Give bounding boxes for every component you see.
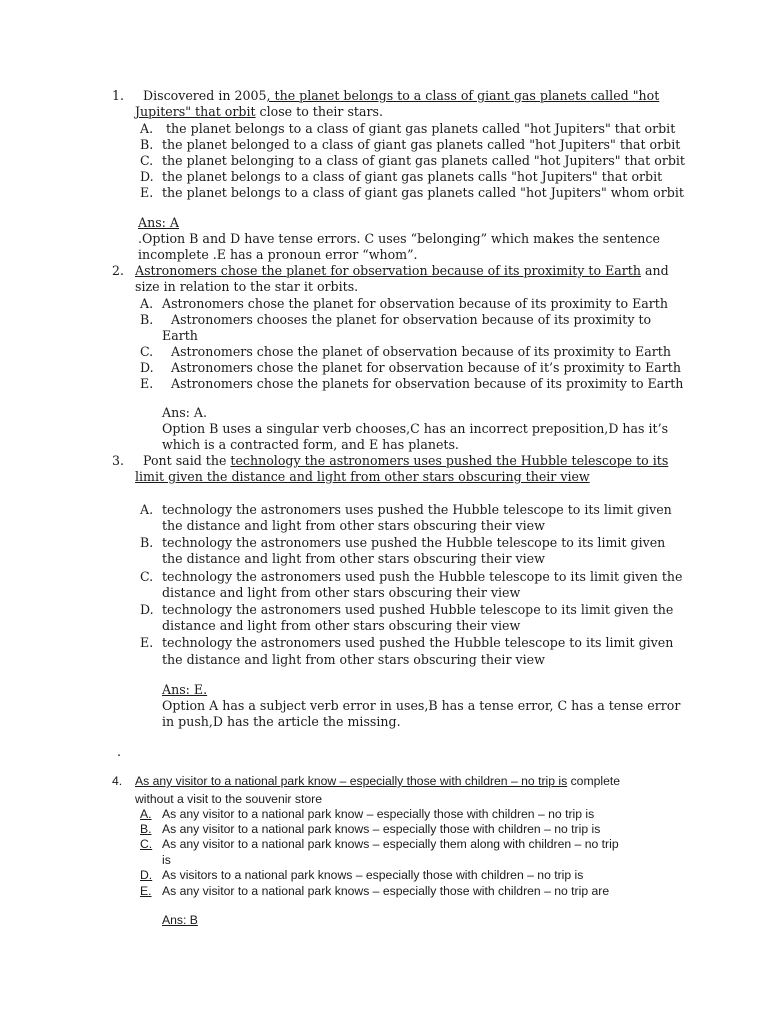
q2-option-text: Astronomers chose the planet for observation because of it’s proximity to Earth	[171, 360, 681, 375]
q3-stem-line2: limit given the distance and light from other stars obscuring their view	[135, 469, 590, 484]
q2-explanation-line2: which is a contracted form, and E has planets.	[162, 437, 459, 452]
q1-explanation-line2: incomplete .E has a pronoun error “whom”.	[138, 247, 418, 262]
q4-option-text: As any visitor to a national park knows – especially them along with children – no trip	[162, 837, 619, 851]
stray-dot: .	[117, 744, 122, 759]
q3-option-text-continued: the distance and light from other stars obscuring their view	[162, 551, 545, 566]
q1-option-letter: A.	[140, 121, 154, 136]
q2-number: 2.	[112, 263, 125, 278]
q3-option-letter: D.	[140, 602, 154, 617]
q4-option-letter: B.	[140, 822, 152, 836]
q2-option-text-continued: Earth	[162, 328, 198, 343]
q3-option-letter: C.	[140, 569, 154, 584]
q1-stem-end: close to their stars.	[255, 104, 383, 119]
q2-option-letter: C.	[140, 344, 154, 359]
q2-option-letter: B.	[140, 312, 154, 327]
q1-option-letter: E.	[140, 185, 154, 200]
q4-option-text: As any visitor to a national park knows – especially those with children – no trip is	[162, 822, 601, 836]
q4-option-text-continued: is	[162, 853, 171, 867]
q4-option-letter: E.	[140, 884, 152, 898]
q1-option-letter: D.	[140, 169, 154, 184]
q1-option-text: the planet belongs to a class of giant gas planets called "hot Jupiters" whom orbit	[162, 185, 684, 200]
q3-option-letter: A.	[140, 502, 154, 517]
q1-stem-line1	[143, 88, 659, 105]
q4-stem-line2: without a visit to the souvenir store	[135, 792, 322, 806]
q3-explanation-line2: in push,D has the article the missing.	[162, 714, 401, 729]
q1-stem-intro: Discovered in 2005	[143, 88, 267, 103]
q3-option-text-continued: distance and light from other stars obscuring their view	[162, 585, 521, 600]
q1-option-letter: B.	[140, 137, 154, 152]
q4-stem-underlined: As any visitor to a national park know – especially those with children – no trip is	[135, 774, 568, 788]
q1-answer: Ans: A	[138, 215, 180, 230]
q2-option-text: Astronomers chooses the planet for observation because of its proximity to	[171, 312, 652, 327]
q3-explanation-line1: Option A has a subject verb error in uses,B has a tense error, C has a tense error	[162, 698, 681, 713]
q3-option-text-continued: distance and light from other stars obscuring their view	[162, 618, 521, 633]
q1-stem-line2	[135, 104, 383, 121]
q3-number: 3.	[112, 453, 125, 468]
q3-option-text-continued: the distance and light from other stars obscuring their view	[162, 652, 545, 667]
q4-stem-line1	[135, 773, 620, 790]
q2-option-text: Astronomers chose the planets for observation because of its proximity to Earth	[171, 376, 684, 391]
q4-option-text: As visitors to a national park knows – especially those with children – no trip is	[162, 868, 584, 882]
q3-option-text: technology the astronomers use pushed the Hubble telescope to its limit given	[162, 535, 666, 550]
q2-answer: Ans: A.	[162, 405, 208, 420]
q3-option-letter: B.	[140, 535, 154, 550]
q2-stem-line2: size in relation to the star it orbits.	[135, 279, 359, 294]
q4-option-letter: A.	[140, 807, 152, 821]
q4-option-letter: D.	[140, 868, 153, 882]
q4-option-letter: C.	[140, 837, 153, 851]
q1-number: 1.	[112, 88, 125, 103]
q1-option-letter: C.	[140, 153, 154, 168]
q3-option-text: technology the astronomers used pushed Hubble telescope to its limit given the	[162, 602, 674, 617]
q4-option-text: As any visitor to a national park know – especially those with children – no trip is	[162, 807, 595, 821]
q2-option-letter: D.	[140, 360, 154, 375]
q2-explanation-line1: Option B uses a singular verb chooses,C has an incorrect preposition,D has it’s	[162, 421, 669, 436]
q3-stem-line1	[143, 453, 668, 470]
q2-option-text: Astronomers chose the planet for observation because of its proximity to Earth	[162, 296, 668, 311]
q2-option-letter: E.	[140, 376, 154, 391]
q3-option-text: technology the astronomers uses pushed the Hubble telescope to its limit given	[162, 502, 672, 517]
q1-stem-underlined-2: Jupiters" that orbit	[135, 104, 256, 119]
q2-option-text: Astronomers chose the planet of observation because of its proximity to Earth	[171, 344, 671, 359]
q1-explanation-line1: .Option B and D have tense errors. C uses “belonging” which makes the sentence	[138, 231, 660, 246]
q2-stem-underlined: Astronomers chose the planet for observation because of its proximity to Earth	[135, 263, 641, 278]
q3-option-letter: E.	[140, 635, 154, 650]
q4-number: 4.	[112, 774, 123, 788]
q3-option-text-continued: the distance and light from other stars obscuring their view	[162, 518, 545, 533]
q1-option-text: the planet belonged to a class of giant gas planets called "hot Jupiters" that orbit	[162, 137, 681, 152]
q3-stem-intro: Pont said the	[143, 453, 231, 468]
q4-answer: Ans: B	[162, 913, 198, 927]
q2-stem-end: and	[640, 263, 669, 278]
q4-option-text: As any visitor to a national park knows – especially those with children – no trip are	[162, 884, 610, 898]
q1-option-text: the planet belongs to a class of giant gas planets called "hot Jupiters" that orbit	[166, 121, 676, 136]
q1-option-text: the planet belonging to a class of giant gas planets called "hot Jupiters" that orbit	[162, 153, 685, 168]
q4-stem-end: complete	[567, 774, 621, 788]
q3-stem-underlined: technology the astronomers uses pushed the Hubble telescope to its	[230, 453, 669, 468]
q3-option-text: technology the astronomers used pushed the Hubble telescope to its limit given	[162, 635, 674, 650]
q2-stem-line1	[135, 263, 669, 280]
q1-option-text: the planet belongs to a class of giant gas planets calls "hot Jupiters" that orbit	[162, 169, 663, 184]
q3-option-text: technology the astronomers used push the Hubble telescope to its limit given the	[162, 569, 683, 584]
q3-answer: Ans: E.	[162, 682, 208, 697]
q1-stem-underlined: , the planet belongs to a class of giant gas planets called "hot	[266, 88, 660, 103]
q2-option-letter: A.	[140, 296, 154, 311]
